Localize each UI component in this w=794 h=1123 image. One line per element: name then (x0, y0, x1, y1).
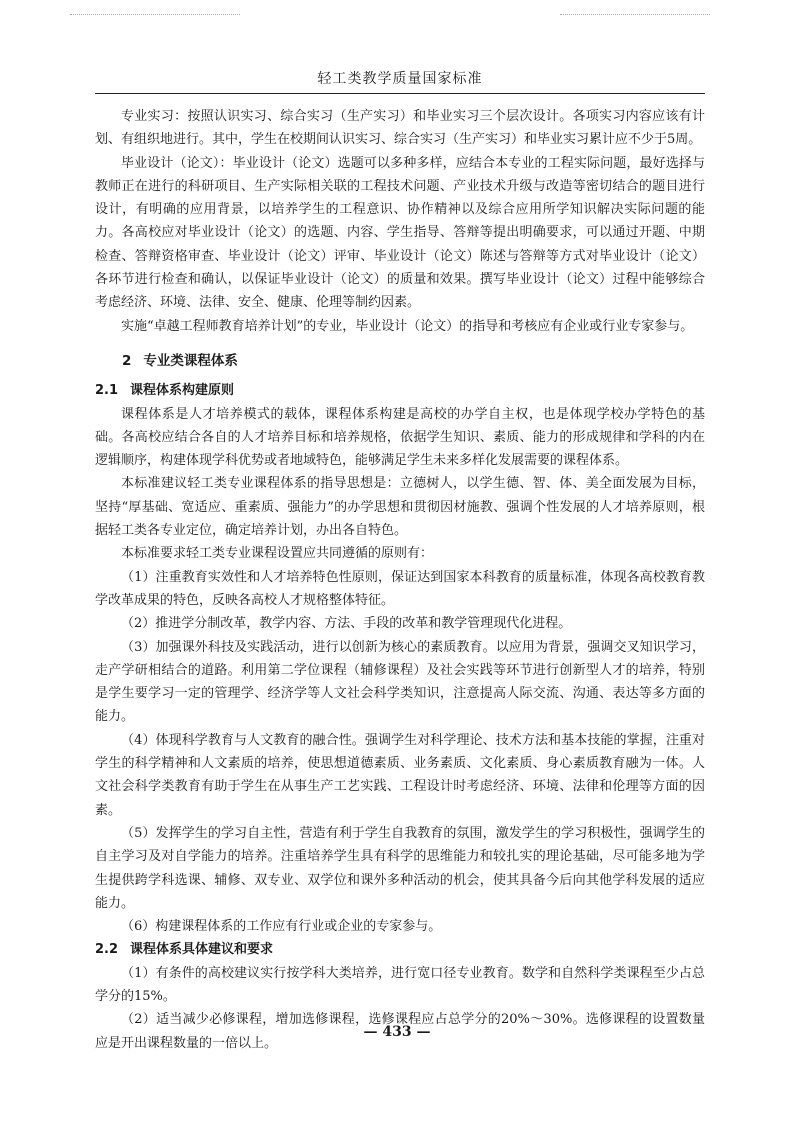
paragraph: 本标准要求轻工类专业课程设置应共同遵循的原则有： (121, 546, 434, 562)
page-number: — 433 — (363, 1024, 431, 1040)
list-item: （2）适当减少必修课程，增加选修课程，选修课程应占总学分的20%～30%。选修课程的设置数量应是开出课程数量的一倍以上。 (95, 1012, 705, 1051)
section-heading (95, 350, 705, 373)
list-item: （4）体现科学教育与人文教育的融合性。强调学生对科学理论、技术方法和基本技能的掌握，注重对学生的科学精神和人文素质的培养，使思想道德素质、业务素质、文化素质、身心素质教育融为一体。人文社会科学类教育有助于学生在从事生产工艺实践、工程设计时考虑经济、环境、法律和伦理等方面的因素。 (95, 732, 705, 818)
page-body (95, 105, 705, 1055)
section-title: 专业类课程体系 (143, 352, 238, 369)
subsection-title: 课程体系构建原则 (130, 383, 235, 399)
header-rule (95, 93, 705, 94)
list-item: （1）有条件的高校建议实行按学科大类培养，进行宽口径专业教育。数学和自然科学类课程至少占总学分的15%。 (95, 965, 705, 1004)
subsection-title: 课程体系具体建议和要求 (130, 942, 274, 958)
list-item: （3）加强课外科技及实践活动，进行以创新为核心的素质教育。以应用为背景，强调交叉知识学习，走产学研相结合的道路。利用第二学位课程（辅修课程）及社会实践等环节进行创新型人才的培养，特别是学生要学习一定的管理学、经济学等人文社会科学类知识，注意提高人际交流、沟通、表达等多方面的能力。 (95, 639, 705, 725)
subsection-heading (95, 379, 705, 402)
section-number: 2 (122, 352, 132, 369)
subsection-number: 2.1 (95, 383, 119, 399)
subsection-number: 2.2 (95, 942, 119, 958)
paragraph: 本标准建议轻工类专业课程体系的指导思想是：立德树人，以学生德、智、体、美全面发展为目标，坚持“厚基础、宽适应、重素质、强能力”的办学思想和贯彻因材施教、强调个性发展的人才培养原则，根据轻工类各专业定位，确定培养计划，办出各自特色。 (95, 476, 705, 539)
list-item: （6）构建课程体系的工作应有行业或企业的专家参与。 (121, 919, 442, 935)
paragraph: 课程体系是人才培养模式的载体，课程体系构建是高校的办学自主权，也是体现学校办学特色的基础。各高校应结合各自的人才培养目标和培养规格，依据学生知识、素质、能力的形成规律和学科的内在逻辑顺序，构建体现学科优势或者地域特色，能够满足学生未来多样化发展需要的课程体系。 (95, 406, 705, 469)
paragraph: 专业实习：按照认识实习、综合实习（生产实习）和毕业实习三个层次设计。各项实习内容应该有计划、有组织地进行。其中，学生在校期间认识实习、综合实习（生产实习）和毕业实习累计应不少于5周。 (95, 109, 705, 148)
list-item: （5）发挥学生的学习自主性，营造有利于学生自我教育的氛围，激发学生的学习积极性，强调学生的自主学习及对自学能力的培养。注重培养学生具有科学的思维能力和较扎实的理论基础，尽可能多地为学生提供跨学科选课、辅修、双专业、双学位和课外多种活动的机会，使其具备今后向其他学科发展的适应能力。 (95, 825, 705, 911)
subsection-heading (95, 938, 705, 961)
paragraph: 实施“卓越工程师教育培养计划”的专业，毕业设计（论文）的指导和考核应有企业或行业专家参与。 (121, 318, 694, 334)
list-item: （2）推进学分制改革，教学内容、方法、手段的改革和教学管理现代化进程。 (121, 616, 572, 632)
scan-artifact (70, 14, 240, 17)
paragraph: 毕业设计（论文）：毕业设计（论文）选题可以多种多样，应结合本专业的工程实际问题，最好选择与教师正在进行的科研项目、生产实际相关联的工程技术问题、产业技术升级与改造等密切结合的题目进行设计，有明确的应用背景，以培养学生的工程意识、协作精神以及综合应用所学知识解决实际问题的能力。各高校应对毕业设计（论文）的选题、内容、学生指导、答辩等提出明确要求，可以通过开题、中期检查、答辩资格审查、毕业设计（论文）评审、毕业设计（论文）陈述与答辩等方式对毕业设计（论文）各环节进行检查和确认，以保证毕业设计（论文）的质量和效果。撰写毕业设计（论文）过程中能够综合考虑经济、环境、法律、安全、健康、伦理等制约因素。 (95, 155, 705, 311)
scan-artifact (560, 14, 710, 17)
running-header: 轻工类教学质量国家标准 (317, 71, 483, 87)
list-item: （1）注重教育实效性和人才培养特色性原则，保证达到国家本科教育的质量标准，体现各高校教育教学改革成果的特色，反映各高校人才规格整体特征。 (95, 569, 705, 608)
